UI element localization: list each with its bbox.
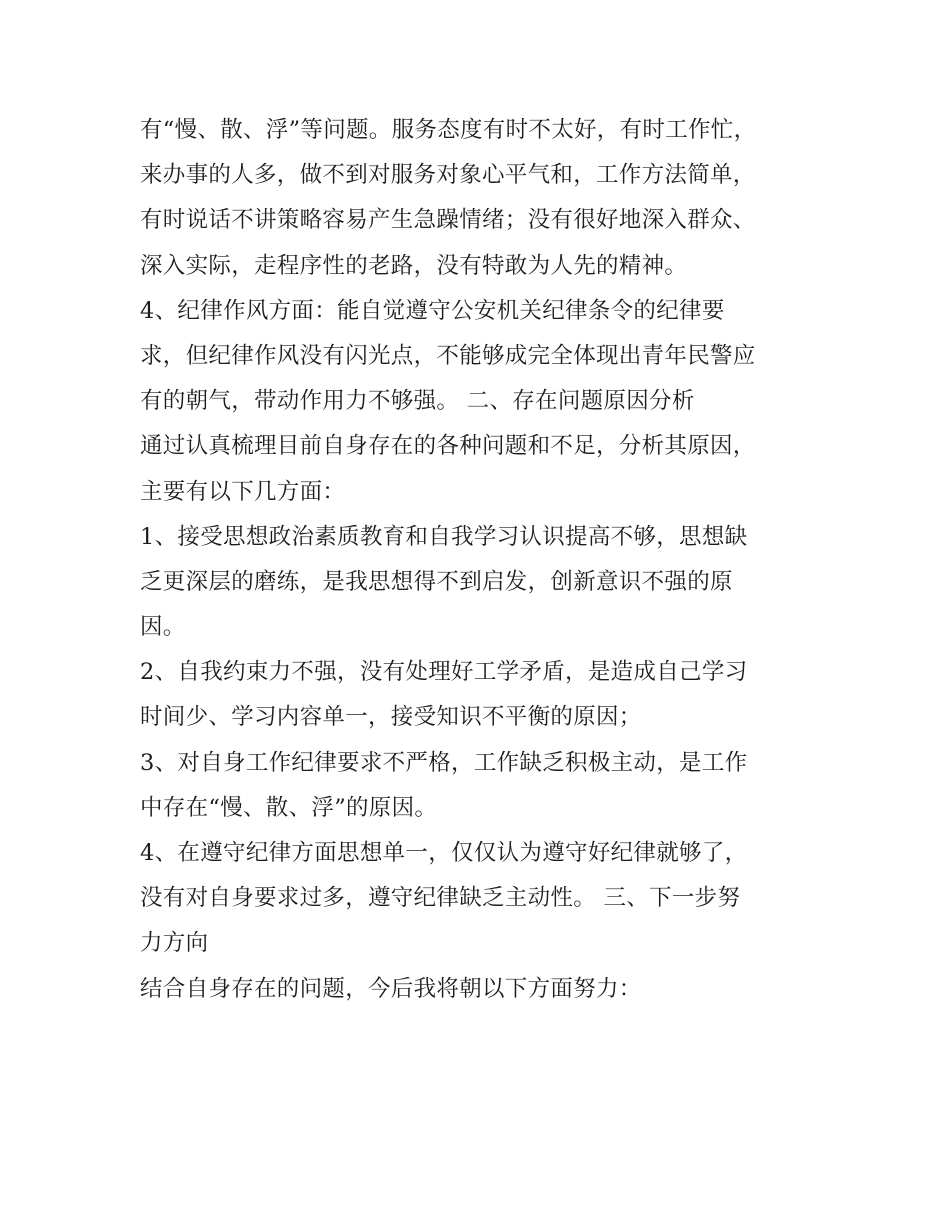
text-line: 有“慢、散、浮”等问题。服务态度有时不太好，有时工作忙， <box>140 117 757 143</box>
text-line: 1、接受思想政治素质教育和自我学习认识提高不够，思想缺 <box>140 523 748 550</box>
text-line: 主要有以下几方面： <box>140 478 346 505</box>
text-line: 4、纪律作风方面：能自觉遵守公安机关纪律条令的纪律要 <box>140 297 725 324</box>
text-line: 没有对自身要求过多，遵守纪律缺乏主动性。 三、下一步努 <box>140 885 741 912</box>
text-line: 时间少、学习内容单一，接受知识不平衡的原因； <box>140 704 642 731</box>
text-line: 有的朝气，带动作用力不够强。 二、存在问题原因分析 <box>140 388 695 415</box>
text-line: 深入实际，走程序性的老路，没有特敢为人先的精神。 <box>140 252 688 279</box>
text-line: 有时说话不讲策略容易产生急躁情绪；没有很好地深入群众、 <box>140 207 756 234</box>
text-line: 求，但纪律作风没有闪光点，不能够成完全体现出青年民警应 <box>140 342 756 369</box>
document-body <box>140 108 840 1012</box>
text-line: 中存在“慢、散、浮”的原因。 <box>140 794 438 821</box>
text-line: 通过认真梳理目前自身存在的各种问题和不足，分析其原因， <box>140 433 756 460</box>
text-line: 乏更深层的磨练，是我思想得不到启发，创新意识不强的原 <box>140 568 733 595</box>
text-line: 2、自我约束力不强，没有处理好工学矛盾，是造成自己学习 <box>140 659 748 686</box>
text-line: 因。 <box>140 614 186 641</box>
text-line: 来办事的人多，做不到对服务对象心平气和，工作方法简单， <box>140 162 756 189</box>
text-line: 结合自身存在的问题，今后我将朝以下方面努力： <box>140 975 642 1002</box>
text-line: 3、对自身工作纪律要求不严格，工作缺乏积极主动，是工作 <box>140 749 748 776</box>
text-line: 4、在遵守纪律方面思想单一，仅仅认为遵守好纪律就够了， <box>140 840 748 866</box>
text-line: 力方向 <box>140 930 209 957</box>
